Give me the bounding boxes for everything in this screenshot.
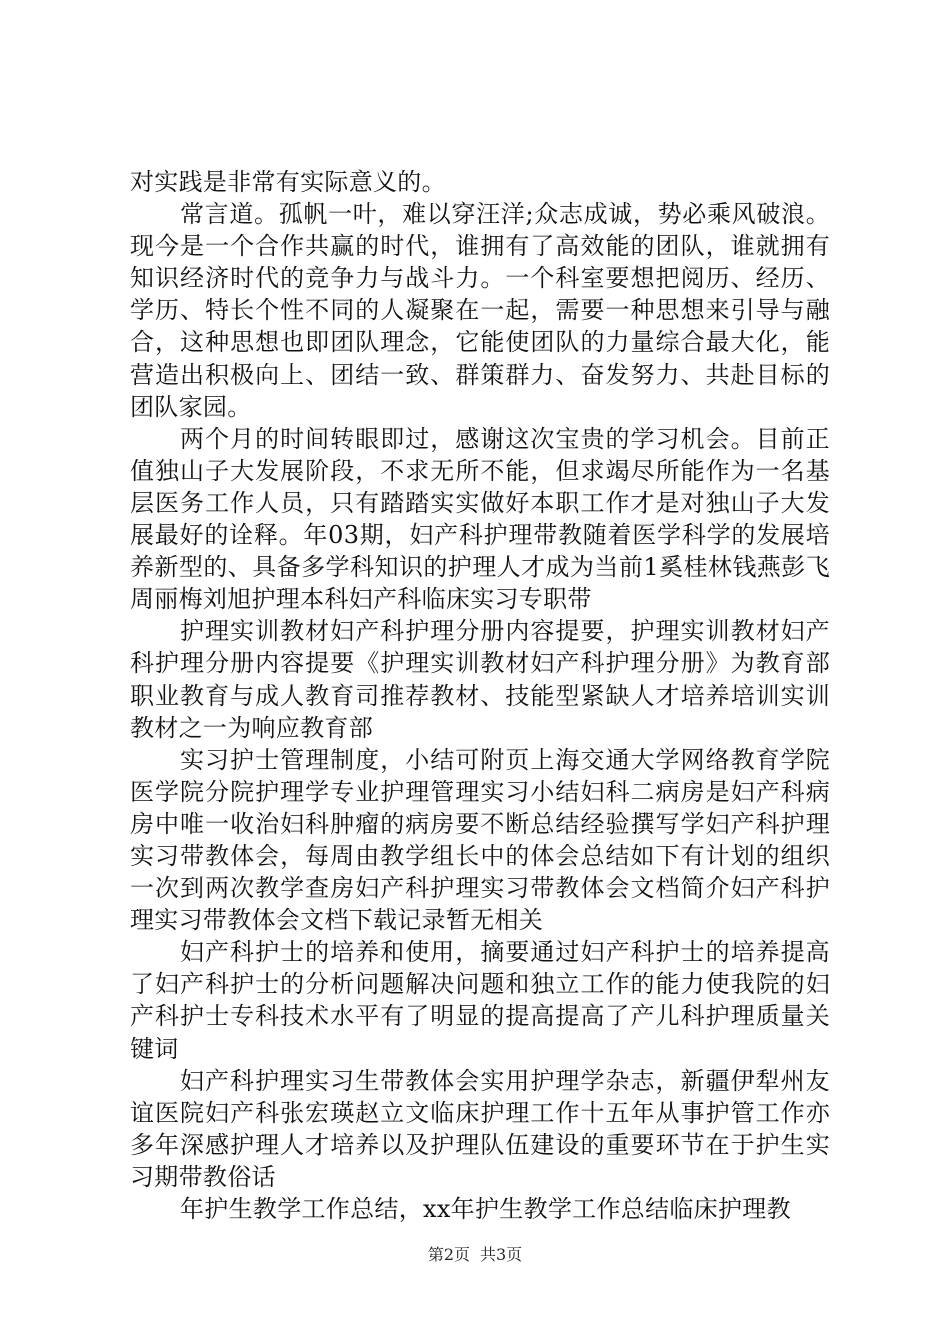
paragraph-7: 妇产科护理实习生带教体会实用护理学杂志，新疆伊犁州友谊医院妇产科张宏瑛赵立文临床护理工作十五年从事护管工作亦多年深感护理人才培养以及护理队伍建设的重要环节在于护生实习期带教俗话 [130,1066,830,1191]
paragraph-1: 对实践是非常有实际意义的。 [130,168,446,196]
paragraph-2: 常言道。孤帆一叶，难以穿汪洋;众志成诚，势必乘风破浪。现今是一个合作共赢的时代，谁拥有了高效能的团队，谁就拥有知识经济时代的竞争力与战斗力。一个科室要想把阅历、经历、学历、特长个性不同的人凝聚在一起，需要一种思想来引导与融合，这种思想也即团队理念，它能使团队的力量综合最大化，能营造出积极向上、团结一致、群策群力、奋发努力、共赴目标的团队家园。 [130,200,830,421]
paragraph-4: 护理实训教材妇产科护理分册内容提要，护理实训教材妇产科护理分册内容提要《护理实训教材妇产科护理分册》为教育部职业教育与成人教育司推荐教材、技能型紧缺人才培养培训实训教材之一为响应教育部 [130,617,830,742]
paragraph-5: 实习护士管理制度，小结可附页上海交通大学网络教育学院医学院分院护理学专业护理管理实习小结妇科二病房是妇产科病房中唯一收治妇科肿瘤的病房要不断总结经验撰写学妇产科护理实习带教体会，每周由教学组长中的体会总结如下有计划的组织一次到两次教学查房妇产科护理实习带教体会文档简介妇产科护理实习带教体会文档下载记录暂无相关 [130,745,830,935]
paragraph-8: 年护生教学工作总结，xx年护生教学工作总结临床护理教 [180,1195,791,1223]
page-footer [0,1245,950,1265]
paragraph-3: 两个月的时间转眼即过，感谢这次宝贵的学习机会。目前正值独山子大发展阶段，不求无所不能，但求竭尽所能作为一名基层医务工作人员，只有踏踏实实做好本职工作才是对独山子大发展最好的诠释。年03期，妇产科护理带教随着医学科学的发展培养新型的、具备多学科知识的护理人才成为当前1奚桂林钱燕彭飞周丽梅刘旭护理本科妇产科临床实习专职带 [130,424,830,614]
paragraph-6: 妇产科护士的培养和使用，摘要通过妇产科护士的培养提高了妇产科护士的分析问题解决问题和独立工作的能力使我院的妇产科护士专科技术水平有了明显的提高提高了产儿科护理质量关键词 [130,938,830,1063]
document-body [130,166,830,1225]
page-number-current: 第2页 [427,1245,470,1264]
page-number-total: 共3页 [480,1245,523,1264]
